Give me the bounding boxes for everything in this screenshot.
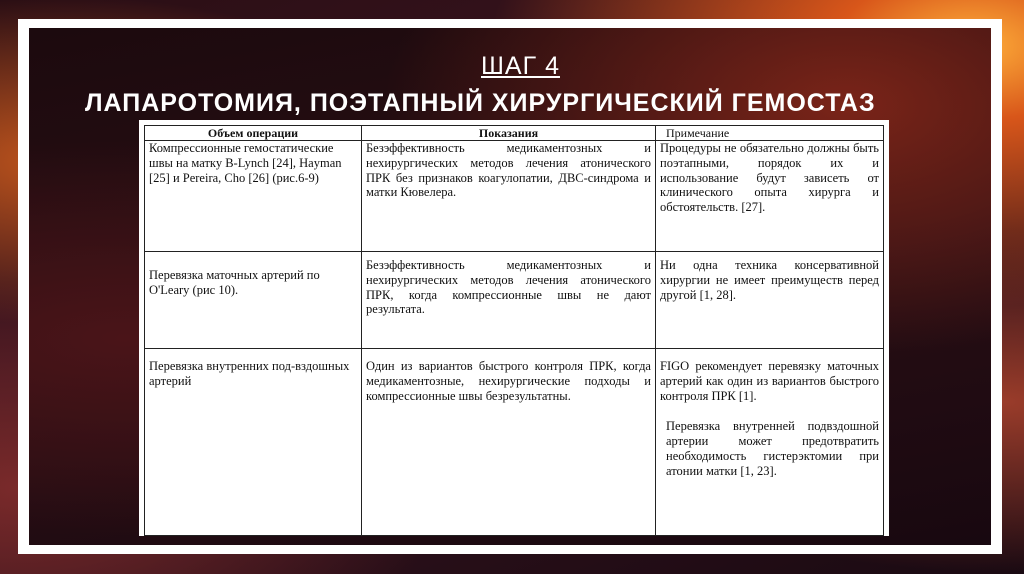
document-image xyxy=(139,120,889,536)
cell-notes xyxy=(656,141,884,252)
cell-indications: Безэффективность медикаментозных и нехирургических методов лечения атонического ПРК без признаков коагулопатии, ДВС-синдрома и матки Кювелера. xyxy=(362,141,656,252)
note-text: Ни одна техника консервативной хирургии не имеет преимуществ перед другой [1, 28]. xyxy=(660,258,879,302)
slide-title: ЛАПАРОТОМИЯ, ПОЭТАПНЫЙ ХИРУРГИЧЕСКИЙ ГЕМОСТАЗ xyxy=(85,89,876,117)
operation-text: Перевязка маточных артерий по O'Leary (рис 10). xyxy=(149,268,320,297)
step-title: ШАГ 4 xyxy=(481,52,560,80)
header-operation: Объем операции xyxy=(145,126,362,141)
cell-indications xyxy=(362,252,656,349)
indications-text: Один из вариантов быстрого контроля ПРК, когда медикаментозные, нехирургические подходы и компрессионные швы безрезультатны. xyxy=(366,359,651,403)
note-text: Процедуры не обязательно должны быть поэтапными, порядок их и использование будут зависеть от клинического опыта хирурга и обстоятельств. [27]. xyxy=(660,141,879,215)
note-text: Перевязка внутренней подвздошной артерии может предотвратить необходимость гистерэктомии при атонии матки [1, 23]. xyxy=(666,419,879,478)
cell-notes xyxy=(656,349,884,536)
cell-notes xyxy=(656,252,884,349)
header-indications: Показания xyxy=(362,126,656,141)
note-text: FIGO рекомендует перевязку маточных артерий как один из вариантов быстрого контроля ПРК [1]. xyxy=(660,359,879,403)
slide-frame xyxy=(18,19,1002,554)
cell-operation xyxy=(145,349,362,536)
operation-text: Перевязка внутренних под-вздошных артерий xyxy=(149,359,350,388)
slide-background xyxy=(29,28,991,545)
indications-text: Безэффективность медикаментозных и нехирургических методов лечения атонического ПРК, когда компрессионные швы не дают результата. xyxy=(366,258,651,317)
table-row xyxy=(145,252,884,349)
table-header-row xyxy=(145,126,884,141)
table-row xyxy=(145,141,884,252)
cell-operation xyxy=(145,252,362,349)
table-row xyxy=(145,349,884,536)
cell-operation: Компрессионные гемостатические швы на матку B-Lynch [24], Hayman [25] и Pereira, Cho [26] (рис.6-9) xyxy=(145,141,362,252)
cell-indications xyxy=(362,349,656,536)
header-notes: Примечание xyxy=(656,126,884,141)
indications-table xyxy=(144,125,884,536)
